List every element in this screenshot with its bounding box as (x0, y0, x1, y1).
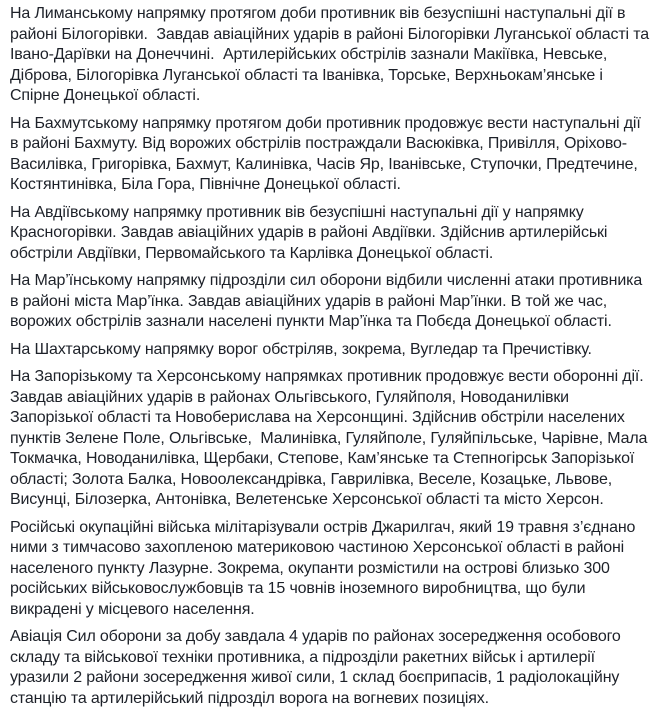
report-paragraph-shakhtarsk-direction: На Шахтарському напрямку ворог обстріляв, зокрема, Вугледар та Пречистівку. (10, 340, 592, 358)
report-paragraph-avdiivka-direction: На Авдіївському напрямку противник вів безуспішні наступальні дії у напрямку Красногорівки. Завдав авіаційних ударів в районі Авдіївки. Здійснив артилерійські обстріли Авдіївки, Первомайського та Карлівка Донецької області. (10, 203, 612, 262)
report-paragraph-lyman-direction: На Лиманському напрямку протягом доби противник вів безуспішні наступальні дії в районі Білогорівки. Завдав авіаційних ударів в районі Білогорівки Луганської області та Івано-Дарївки на Донеччині. Артилерійських обстрілів зазнали Макіївка, Невське, Діброва, Білогорівка Луганської області та Іванівка, Торське, Верхньокам’янське і Спірне Донецької області. (10, 5, 654, 104)
report-paragraph-zaporizhzhia-kherson-direction: На Запорізькому та Херсонському напрямках противник продовжує вести оборонні дії. Завдав авіаційних ударів в районах Ольгівського, Гуляйполя, Новоданилівки Запорізької області та Новоберислава на Херсонщині. Здійснив обстріли населених пунктів Зелене Поле, Ольгівське, Малинівка, Гуляйполе, Гуляйпільське, Чарівне, Мала Токмачка, Новоданилівка, Щербаки, Степове, Кам’янське та Степногірськ Запорізької області; Золота Балка, Новоолександрівка, Гаврилівка, Веселе, Козацьке, Львове, Висунці, Білозерка, Антонівка, Велетенське Херсонської області та місто Херсон. (10, 368, 652, 508)
report-paragraph-marinka-direction: На Мар’їнському напрямку підрозділи сил оборони відбили численні атаки противника в районі міста Мар’їнка. Завдав авіаційних ударів в районі Мар’їнки. В той же час, ворожих обстрілів зазнали населені пункти Мар’їнка та Побєда Донецької області. (10, 272, 647, 330)
report-paragraph-defense-aviation: Авіація Сил оборони за добу завдала 4 ударів по районах зосередження особового складу та військової техніки противника, а підрозділи ракетних військ і артилерії уразили 2 райони зосередження живої сили, 1 склад боєприпасів, 1 радіолокаційну станцію та артилерійський підрозділ ворога на вогневих позиціях. (10, 628, 625, 707)
report-paragraph-bakhmut-direction: На Бахмутському напрямку протягом доби противник продовжує вести наступальні дії в районі Бахмуту. Від ворожих обстрілів постраждали Васюківка, Привілля, Оріхово-Василівка, Григорівка, Бахмут, Калинівка, Часів Яр, Іванівське, Ступочки, Предтечине, Костянтинівка, Біла Гора, Північне Донецької області. (10, 114, 650, 193)
report-paragraph-dzharylgach-island: Російські окупаційні війська мілітарізували острів Джарилгач, який 19 травня з’єднано ними з тимчасово захопленою материковою частиною Херсонської області в районі населеного пункту Лазурне. Зокрема, окупанти розмістили на острові близько 300 російських військовослужбовців та 15 човнів іноземного виробництва, що були викрадені у місцевого населення. (10, 518, 640, 618)
